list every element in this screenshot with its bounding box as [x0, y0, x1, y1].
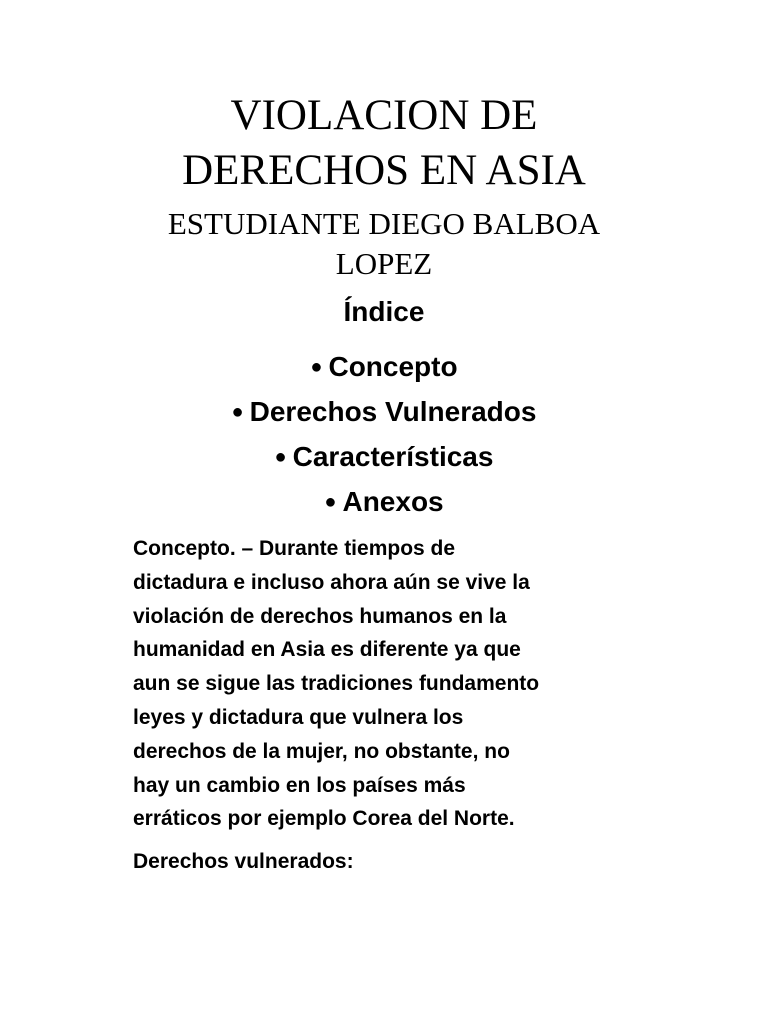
- paragraph-line: erráticos por ejemplo Corea del Norte.: [133, 807, 515, 831]
- index-list: [0, 344, 768, 524]
- bullet-icon: ●: [274, 446, 287, 468]
- title-line-2: DERECHOS EN ASIA: [182, 147, 586, 194]
- index-item-label: Anexos: [342, 486, 444, 517]
- paragraph-line: violación de derechos humanos en la: [133, 604, 507, 628]
- bullet-icon: ●: [231, 401, 244, 423]
- bullet-icon: ●: [324, 491, 337, 513]
- document-title: [0, 88, 768, 198]
- paragraph-line: dictadura e incluso ahora aún se vive la: [133, 570, 530, 594]
- index-item-concepto: [0, 344, 768, 389]
- student-line-1: ESTUDIANTE DIEGO BALBOA: [167, 206, 601, 241]
- index-heading: Índice: [343, 296, 425, 327]
- student-line-2: LOPEZ: [335, 246, 433, 281]
- index-item-label: Características: [292, 441, 494, 472]
- paragraph-line: aun se sigue las tradiciones fundamento: [133, 672, 540, 696]
- paragraph-line: hay un cambio en los países más: [133, 773, 466, 797]
- bullet-icon: ●: [310, 356, 323, 378]
- index-item-derechos-vulnerados: [0, 389, 768, 434]
- paragraph-line: leyes y dictadura que vulnera los: [133, 705, 464, 729]
- section-heading-derechos-vulnerados: Derechos vulnerados:: [133, 850, 354, 873]
- student-name: [0, 204, 768, 284]
- paragraph-line: derechos de la mujer, no obstante, no: [133, 739, 510, 763]
- paragraph-line: humanidad en Asia es diferente ya que: [133, 638, 521, 662]
- index-item-caracteristicas: [0, 434, 768, 479]
- concept-paragraph: [133, 532, 693, 836]
- title-line-1: VIOLACION DE: [230, 92, 538, 139]
- paragraph-line: Concepto. – Durante tiempos de: [133, 537, 456, 560]
- index-item-label: Derechos Vulnerados: [249, 396, 537, 427]
- index-item-label: Concepto: [328, 351, 458, 382]
- index-item-anexos: [0, 479, 768, 524]
